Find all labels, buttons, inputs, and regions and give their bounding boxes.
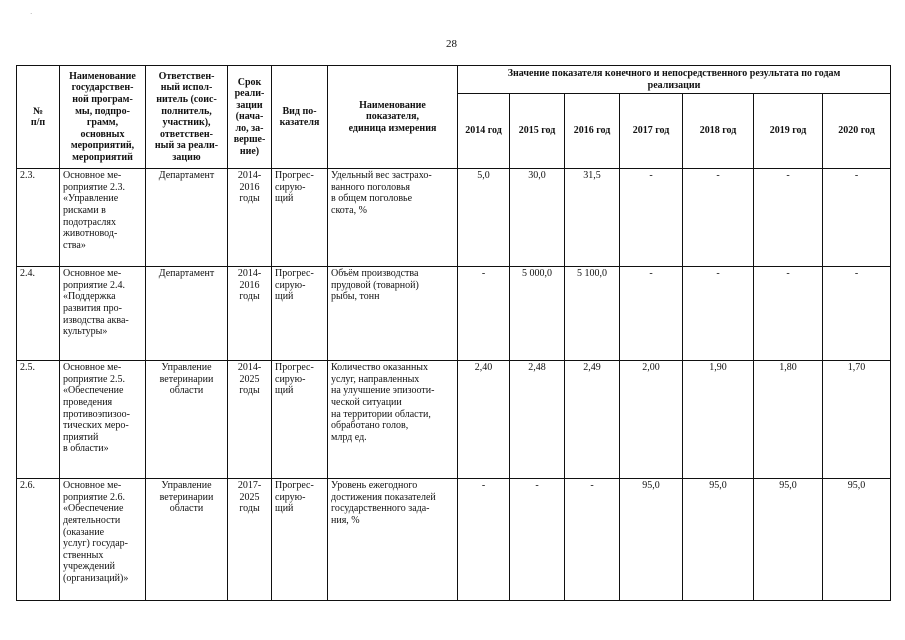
indicator-type: Прогрес- сирую- щий bbox=[272, 267, 328, 361]
indicator-value: 2,48 bbox=[510, 361, 565, 479]
scan-mark: · bbox=[30, 10, 33, 18]
table-row bbox=[17, 169, 891, 267]
responsible-executor: Управление ветеринарии области bbox=[146, 361, 228, 479]
header-year: 2019 год bbox=[754, 94, 823, 169]
header-type: Вид по- казателя bbox=[272, 66, 328, 169]
header-year: 2016 год bbox=[565, 94, 620, 169]
indicator-value: - bbox=[620, 267, 683, 361]
indicator-value: - bbox=[754, 267, 823, 361]
indicator-value: 95,0 bbox=[620, 479, 683, 601]
indicator-name: Удельный вес застрахо- ванного поголовья в общем поголовье скота, % bbox=[328, 169, 458, 267]
responsible-executor: Управление ветеринарии области bbox=[146, 479, 228, 601]
indicator-value: 95,0 bbox=[823, 479, 891, 601]
activity-name: Основное ме- роприятие 2.6. «Обеспечение деятельности (оказание услуг) государ- ственных учреждений (организаций)» bbox=[60, 479, 146, 601]
header-year: 2020 год bbox=[823, 94, 891, 169]
row-number: 2.3. bbox=[17, 169, 60, 267]
indicator-value: 1,90 bbox=[683, 361, 754, 479]
indicator-value: - bbox=[823, 169, 891, 267]
indicator-value: 31,5 bbox=[565, 169, 620, 267]
indicator-value: 1,80 bbox=[754, 361, 823, 479]
header-year: 2017 год bbox=[620, 94, 683, 169]
implementation-term: 2014- 2016 годы bbox=[228, 169, 272, 267]
row-number: 2.6. bbox=[17, 479, 60, 601]
header-year: 2018 год bbox=[683, 94, 754, 169]
indicator-type: Прогрес- сирую- щий bbox=[272, 479, 328, 601]
header-year: 2014 год bbox=[458, 94, 510, 169]
header-num: № п/п bbox=[17, 66, 60, 169]
activity-name: Основное ме- роприятие 2.3. «Управление рисками в подотраслях животновод- ства» bbox=[60, 169, 146, 267]
header-name: Наименование государствен- ной програм- мы, подпро- грамм, основных мероприятий, мероприятий bbox=[60, 66, 146, 169]
header-indicator: Наименование показателя, единица измерения bbox=[328, 66, 458, 169]
responsible-executor: Департамент bbox=[146, 169, 228, 267]
indicator-value: 2,00 bbox=[620, 361, 683, 479]
header-term: Срок реали- зации (нача- ло, за- верше- ние) bbox=[228, 66, 272, 169]
indicator-value: 1,70 bbox=[823, 361, 891, 479]
implementation-term: 2014- 2016 годы bbox=[228, 267, 272, 361]
indicator-value: 95,0 bbox=[683, 479, 754, 601]
indicator-value: - bbox=[458, 267, 510, 361]
implementation-term: 2014- 2025 годы bbox=[228, 361, 272, 479]
indicator-type: Прогрес- сирую- щий bbox=[272, 361, 328, 479]
page-number: 28 bbox=[446, 38, 457, 50]
indicator-type: Прогрес- сирую- щий bbox=[272, 169, 328, 267]
indicator-value: 30,0 bbox=[510, 169, 565, 267]
indicator-value: - bbox=[510, 479, 565, 601]
indicator-value: 2,40 bbox=[458, 361, 510, 479]
indicator-value: - bbox=[823, 267, 891, 361]
indicator-value: 95,0 bbox=[754, 479, 823, 601]
indicator-value: - bbox=[754, 169, 823, 267]
indicator-name: Уровень ежегодного достижения показателей государственного зада- ния, % bbox=[328, 479, 458, 601]
table-row bbox=[17, 479, 891, 601]
indicator-value: 5,0 bbox=[458, 169, 510, 267]
implementation-term: 2017- 2025 годы bbox=[228, 479, 272, 601]
indicator-value: - bbox=[683, 267, 754, 361]
table-row bbox=[17, 267, 891, 361]
row-number: 2.4. bbox=[17, 267, 60, 361]
activity-name: Основное ме- роприятие 2.4. «Поддержка развития про- изводства аква- культуры» bbox=[60, 267, 146, 361]
indicator-value: - bbox=[683, 169, 754, 267]
responsible-executor: Департамент bbox=[146, 267, 228, 361]
indicator-value: 2,49 bbox=[565, 361, 620, 479]
indicator-value: 5 100,0 bbox=[565, 267, 620, 361]
indicator-name: Объём производства прудовой (товарной) рыбы, тонн bbox=[328, 267, 458, 361]
row-number: 2.5. bbox=[17, 361, 60, 479]
indicator-value: - bbox=[620, 169, 683, 267]
indicator-value: 5 000,0 bbox=[510, 267, 565, 361]
header-responsible: Ответствен- ный испол- нитель (соис- полнитель, участник), ответствен- ный за реали- зацию bbox=[146, 66, 228, 169]
indicators-table bbox=[16, 65, 891, 601]
indicator-value: - bbox=[458, 479, 510, 601]
header-values-group: Значение показателя конечного и непосредственного результата по годам реализации bbox=[458, 66, 891, 94]
indicator-value: - bbox=[565, 479, 620, 601]
indicator-name: Количество оказанных услуг, направленных на улучшение эпизооти- ческой ситуации на территории области, обработано голов, млрд ед. bbox=[328, 361, 458, 479]
header-row-top bbox=[17, 66, 891, 94]
activity-name: Основное ме- роприятие 2.5. «Обеспечение проведения противоэпизоо- тических меро- приятий в области» bbox=[60, 361, 146, 479]
table-row bbox=[17, 361, 891, 479]
header-year: 2015 год bbox=[510, 94, 565, 169]
